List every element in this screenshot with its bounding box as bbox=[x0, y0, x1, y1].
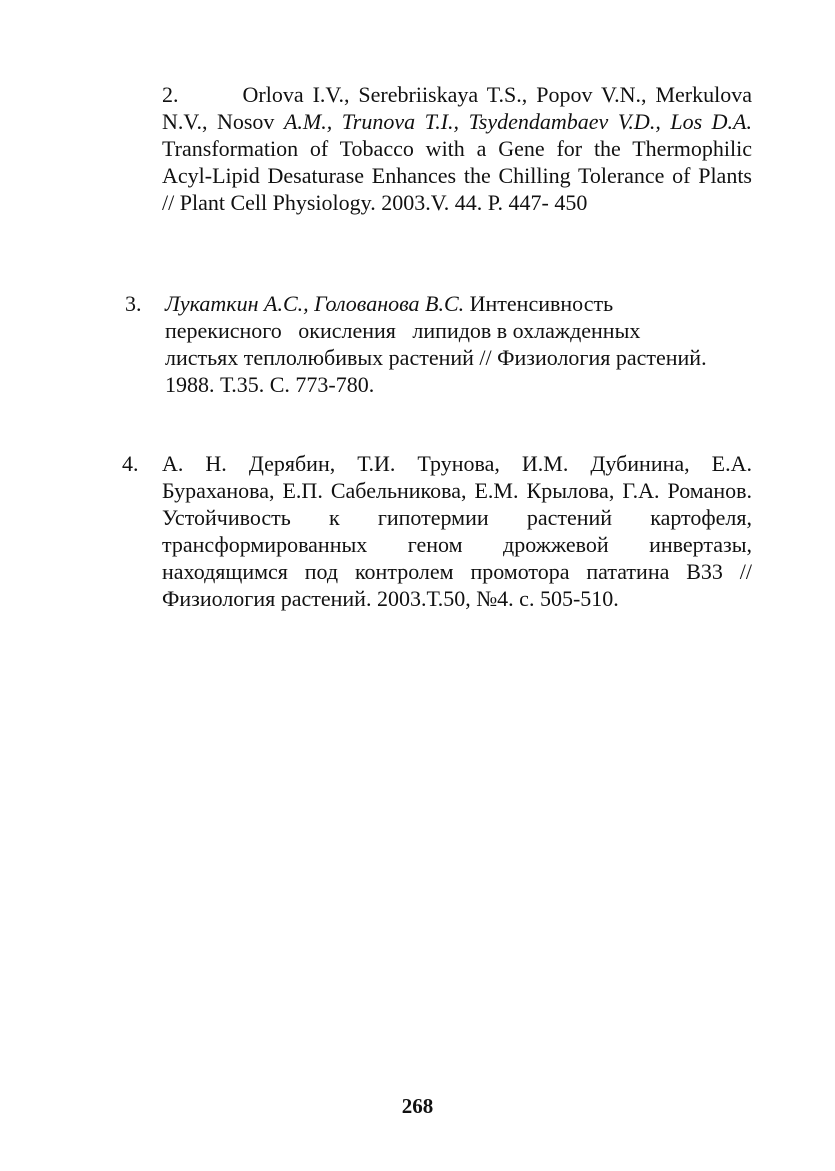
reference-authors-italic: Лукаткин А.С., Голованова В.С. bbox=[165, 291, 465, 316]
reference-line bbox=[165, 290, 755, 317]
reference-authors: Orlova I.V., Serebriiskaya T.S., Popov V.N., Merkulova N.V., Nosov bbox=[162, 82, 752, 134]
reference-number: 4. bbox=[122, 451, 139, 476]
reference-3 bbox=[125, 290, 755, 398]
page-number: 268 bbox=[401, 1094, 434, 1118]
reference-authors-italic: A.M., Trunova T.I., Tsydendambaev V.D., Los D.A. bbox=[283, 109, 752, 134]
reference-text: Интенсивность bbox=[464, 291, 614, 316]
reference-number: 3. bbox=[125, 291, 142, 316]
reference-body: Transformation of Tobacco with a Gene for the Thermophilic Acyl-Lipid Desaturase Enhances the Chilling Tolerance of Plants // Plant Cell Physiology. 2003.V. 44. P. 447- 450 bbox=[162, 136, 752, 215]
reference-number: 2. bbox=[162, 82, 179, 107]
reference-line: перекисного окисления липидов в охлажденных bbox=[165, 318, 641, 343]
reference-4 bbox=[122, 450, 752, 612]
reference-line: листьях теплолюбивых растений // Физиология растений. bbox=[165, 345, 707, 370]
reference-line: 1988. Т.35. С. 773-780. bbox=[165, 372, 375, 397]
reference-body: А. Н. Дерябин, Т.И. Трунова, И.М. Дубинина, Е.А. Бураханова, Е.П. Сабельникова, Е.М. Крылова, Г.А. Романов. Устойчивость к гипотермии растений картофеля, трансформированных геном дрожжевой инвертазы, находящимся под контролем промотора пататина В33 // Физиология растений. 2003.Т.50, №4. с. 505-510. bbox=[162, 451, 752, 611]
reference-2 bbox=[162, 81, 752, 216]
